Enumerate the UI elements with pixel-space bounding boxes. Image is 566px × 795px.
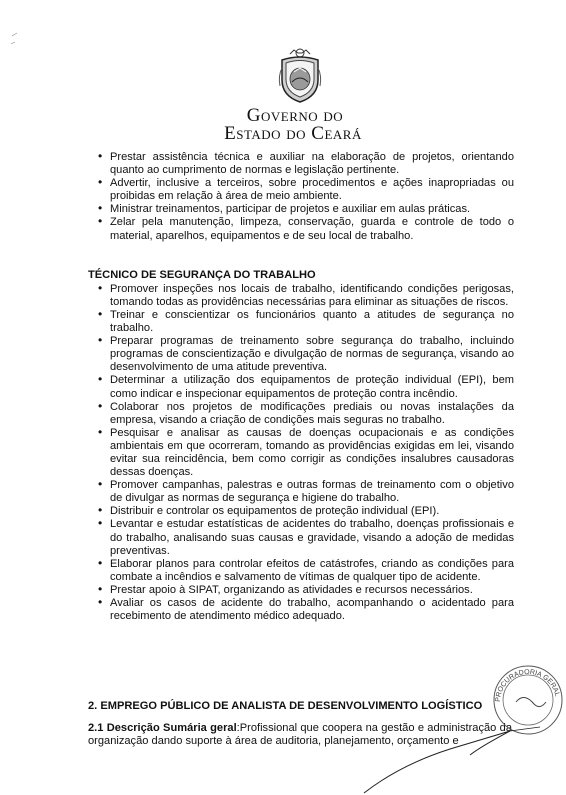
list-item: • Distribuir e controlar os equipamentos de proteção individual (EPI). [88,505,514,518]
stamp-text: PROCURADORIA GERAL [494,668,561,703]
section-heading-tecnico: TÉCNICO DE SEGURANÇA DO TRABALHO [88,268,316,281]
tecnico-bullet-list [88,283,514,623]
header-estado: Estado do Ceará [224,123,362,144]
list-item: • Avaliar os casos de acidente do trabalho, acompanhando o acidentado para recebimento de atendimento médico adequado. [88,597,514,623]
list-item: • Preparar programas de treinamento sobre segurança do trabalho, incluindo programas de conscientização e divulgação de normas de segurança, visando ao desenvolvimento de uma atitude preventiva. [88,335,514,374]
main-content [88,151,514,623]
list-item: • Advertir, inclusive a terceiros, sobre procedimentos e ações inapropriadas ou proibidas em relação à área de meio ambiente. [88,177,514,203]
list-item: • Treinar e conscientizar os funcionários quanto a atitudes de segurança no trabalho. [88,309,514,335]
list-item: • Colaborar nos projetos de modificações prediais ou novas instalações da empresa, visando a criação de condições mais seguras no trabalho. [88,401,514,427]
list-item: • Zelar pela manutenção, limpeza, conservação, guarda e controle de todo o material, aparelhos, equipamentos e de seu local de trabalho. [88,216,514,242]
list-item: • Promover campanhas, palestras e outras formas de treinamento com o objetivo de divulgar as normas de segurança e higiene do trabalho. [88,479,514,505]
scan-speck-marks [8,30,28,70]
ceara-coat-of-arms-icon [276,46,324,104]
intro-bullet-list [88,151,514,243]
list-item: • Promover inspeções nos locais de trabalho, identificando condições perigosas, tomando todas as providências necessárias para eliminar as situações de riscos. [88,283,514,309]
svg-text:PROCURADORIA GERAL [495,669,561,702]
list-item: • Determinar a utilização dos equipamentos de proteção individual (EPI), bem como indicar e inspecionar equipamentos de proteção contra incêndio. [88,374,514,400]
header-governo: Governo do [246,105,344,126]
list-item: • Prestar assistência técnica e auxiliar na elaboração de projetos, orientando quanto ao cumprimento de normas e legislação pertinente. [88,151,514,177]
section-heading-emprego: 2. EMPREGO PÚBLICO DE ANALISTA DE DESENVOLVIMENTO LOGÍSTICO [88,700,483,712]
list-item: • Elaborar planos para controlar efeitos de catástrofes, criando as condições para combate a incêndios e salvamento de vítimas de qualquer tipo de acidente. [88,558,514,584]
list-item: • Prestar apoio à SIPAT, organizando as atividades e recursos necessários. [88,584,514,597]
list-item: • Levantar e estudar estatísticas de acidentes do trabalho, doenças profissionais e do trabalho, analisando suas causas e gravidade, visando a adoção de medidas preventivas. [88,518,514,557]
description-text: :Profissional que coopera na gestão e administração da organização dando suporte à área de auditoria, planejamento, orçamento e [88,722,512,748]
list-item: • Ministrar treinamentos, participar de projetos e auxiliar em aulas práticas. [88,203,514,216]
list-item: • Pesquisar e analisar as causas de doenças ocupacionais e as condições ambientais em que ocorreram, tomando as providências exigidas em lei, visando evitar sua reincidência, bem como corrigir as condições insalubres causadoras dessas doenças. [88,427,514,479]
description-label: 2.1 Descrição Sumária geral [88,722,237,734]
handwritten-signature-icon [360,725,566,795]
